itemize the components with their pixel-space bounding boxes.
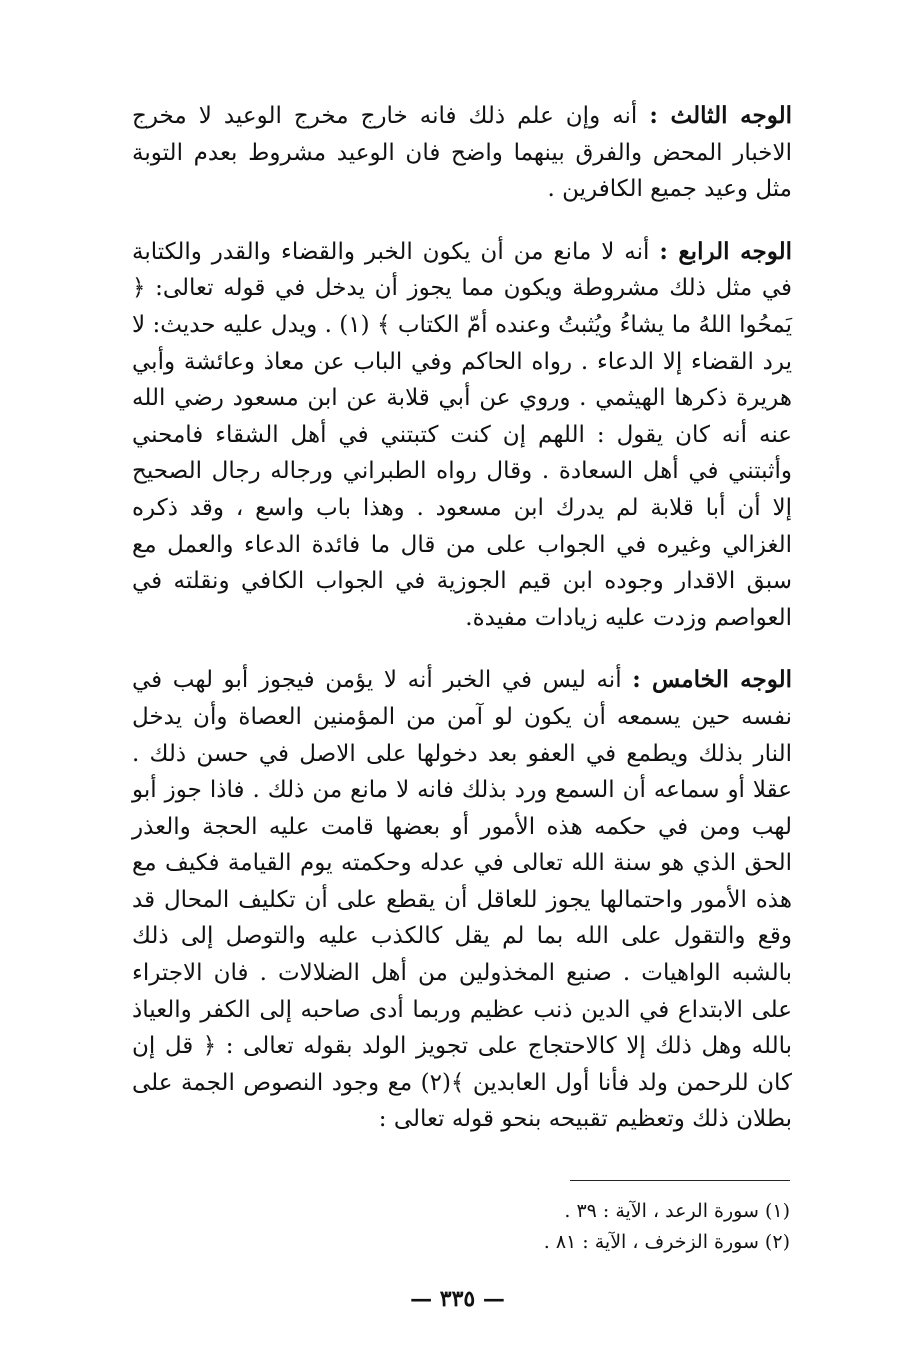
paragraph-body: أنه ليس في الخبر أنه لا يؤمن فيجوز أبو لهب في نفسه حين يسمعه أن يكون لو آمن من المؤمنين العصاة وأن يدخل النار بذلك ويطمع في العفو بعد دخولها على الاصل في حسن ذلك . عقلا أو سماعه أن السمع ورد بذلك فانه لا مانع من ذلك . فاذا جوز أبو لهب ومن في حكمه هذه الأمور أو بعضها قامت عليه الحجة والعذر الحق الذي هو سنة الله تعالى في عدله وحكمته يوم القيامة فكيف مع هذه الأمور واحتمالها يجوز للعاقل أن يقطع على أن تكليف المحال قد وقع والتقول على الله بما لم يقل كالكذب عليه والتوصل إلى ذلك بالشبه الواهيات . صنيع المخذولين من أهل الضلالات . فان الاجتراء على الابتداع في الدين ذنب عظيم وربما أدى صاحبه إلى الكفر والعياذ بالله وهل ذلك إلا كالاحتجاج على تجويز الولد بقوله تعالى : ﴿ قل إن كان للرحمن ولد فأنا أول العابدين ﴾(٢) مع وجود النصوص الجمة على بطلان ذلك وتعظيم تقبيحه بنحو قوله تعالى : bbox=[132, 667, 792, 1133]
footnote-divider bbox=[570, 1180, 790, 1181]
paragraph-heading: الوجه الثالث : bbox=[649, 102, 792, 129]
paragraph-fifth-aspect bbox=[132, 662, 792, 1138]
footnote-2: (٢) سورة الزخرف ، الآية : ٨١ . bbox=[543, 1231, 790, 1253]
paragraph-fourth-aspect bbox=[132, 234, 792, 637]
page-number: — ٣٣٥ — bbox=[410, 1286, 505, 1312]
paragraph-heading: الوجه الرابع : bbox=[659, 237, 792, 265]
main-text bbox=[132, 98, 792, 1164]
footnote-1: (١) سورة الرعد ، الآية : ٣٩ . bbox=[564, 1200, 790, 1222]
paragraph-body: أنه لا مانع من أن يكون الخبر والقضاء والقدر والكتابة في مثل ذلك مشروطة ويكون مما يجوز أن يدخل في قوله تعالى: ﴿ يَمحُوا اللهُ ما يشاءُ ويُثبتُ وعنده أمّ الكتاب ﴾ (١) . ويدل عليه حديث: لا يرد القضاء إلا الدعاء . رواه الحاكم وفي الباب عن معاذ وعائشة وأبي هريرة ذكرها الهيثمي . وروي عن أبي قلابة عن ابن مسعود رضي الله عنه أنه كان يقول : اللهم إن كنت كتبتني في أهل الشقاء فامحني وأثبتني في أهل السعادة . وقال رواه الطبراني ورجاله رجال الصحيح إلا أن أبا قلابة لم يدرك ابن مسعود . وهذا باب واسع ، وقد ذكره الغزالي وغيره في الجواب على من قال ما فائدة الدعاء والعمل مع سبق الاقدار وجوده ابن قيم الجوزية في الجواب الكافي ونقلته في العواصم وزدت عليه زيادات مفيدة. bbox=[132, 238, 792, 631]
footnotes bbox=[400, 1196, 790, 1258]
paragraph-body: أنه وإن علم ذلك فانه خارج مخرج الوعيد لا مخرج الاخبار المحض والفرق بينهما واضح فان الوعيد مشروط بعدم التوبة مثل وعيد جميع الكافرين . bbox=[132, 103, 792, 203]
paragraph-heading: الوجه الخامس : bbox=[632, 666, 792, 694]
paragraph-third-aspect bbox=[132, 98, 792, 208]
